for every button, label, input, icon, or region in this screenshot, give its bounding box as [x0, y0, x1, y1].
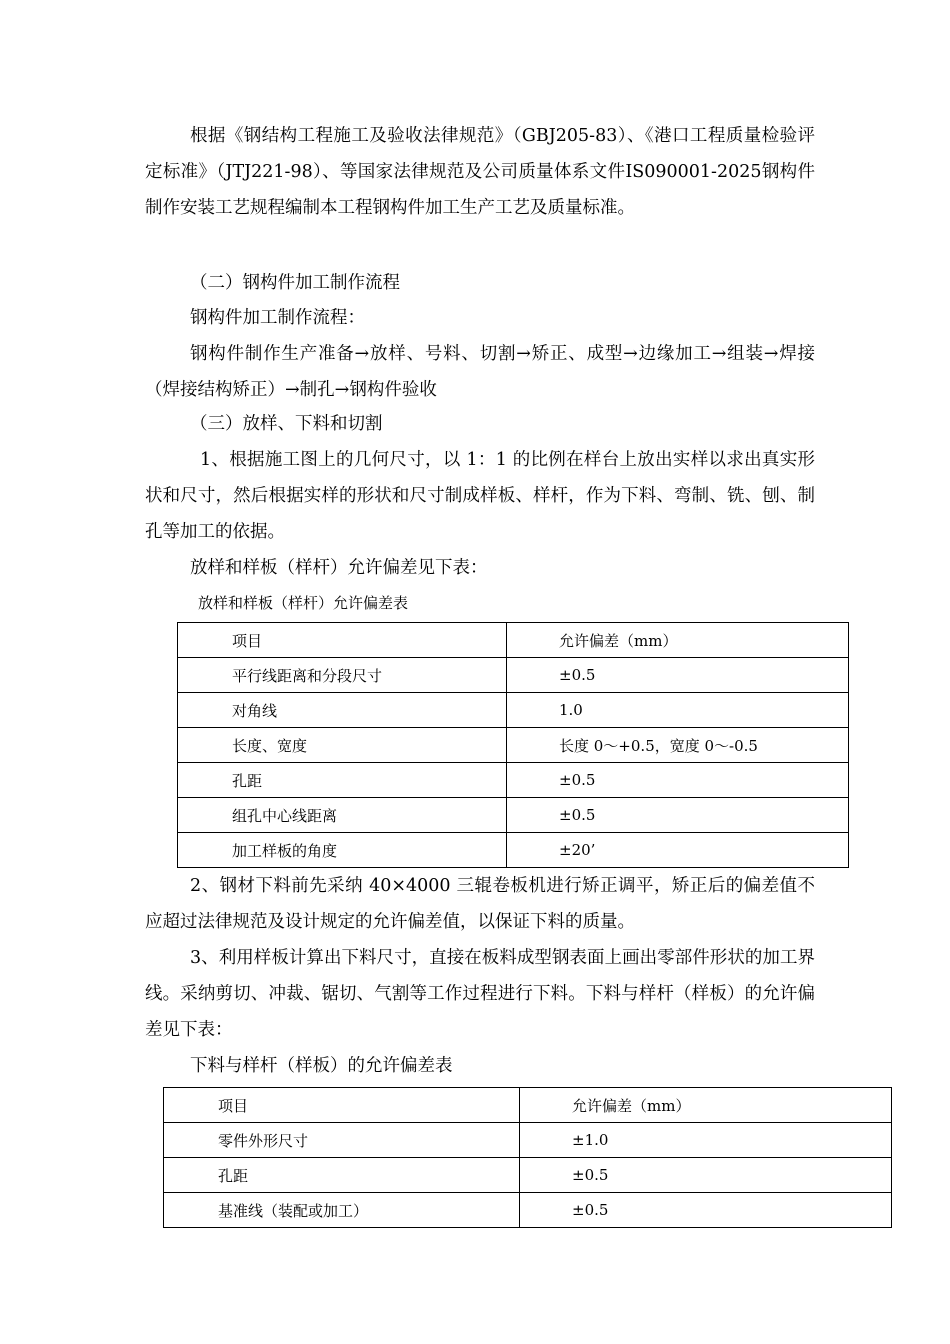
row-item: 平行线距离和分段尺寸	[178, 658, 507, 693]
table-row	[164, 1158, 892, 1193]
table-row	[178, 763, 849, 798]
row-item: 长度、宽度	[178, 728, 507, 763]
row-tolerance: ±20’	[507, 833, 849, 868]
tolerance-table-1	[177, 622, 849, 868]
row-tolerance: ±0.5	[507, 798, 849, 833]
table-row	[178, 728, 849, 763]
row-item: 零件外形尺寸	[164, 1123, 520, 1158]
row-item: 加工样板的角度	[178, 833, 507, 868]
row-item: 对角线	[178, 693, 507, 728]
row-tolerance: 长度 0～+0.5，宽度 0～-0.5	[507, 728, 849, 763]
flow-paragraph: 钢构件制作生产准备→放样、号料、切割→矫正、成型→边缘加工→组装→焊接（焊接结构矫正）→制孔→钢构件验收	[145, 344, 815, 400]
header-tolerance: 允许偏差（mm）	[507, 623, 849, 658]
item-3-paragraph: 3、利用样板计算出下料尺寸，直接在板料成型钢表面上画出零部件形状的加工界线。采纳剪切、冲裁、锯切、气割等工作过程进行下料。下料与样杆（样板）的允许偏差见下表：	[145, 948, 815, 1040]
section-3-title: （三）放样、下料和切割	[190, 414, 383, 434]
table-1-caption: 放样和样板（样杆）允许偏差表	[198, 594, 409, 612]
header-tolerance: 允许偏差（mm）	[520, 1088, 892, 1123]
row-item: 孔距	[164, 1158, 520, 1193]
item-1-paragraph: 1、根据施工图上的几何尺寸，以 1：1 的比例在样台上放出实样以求出真实形状和尺寸，然后根据实样的形状和尺寸制成样板、样杆，作为下料、弯制、铣、刨、制孔等加工的依据。	[145, 450, 815, 542]
intro-paragraph: 根据《钢结构工程施工及验收法律规范》（GBJ205-83）、《港口工程质量检验评定标准》（JTJ221-98）、等国家法律规范及公司质量体系文件IS090001-2025钢构件制作安装工艺规程编制本工程钢构件加工生产工艺及质量标准。	[145, 126, 815, 218]
table-row	[178, 693, 849, 728]
header-item: 项目	[178, 623, 507, 658]
row-item: 基准线（装配或加工）	[164, 1193, 520, 1228]
row-item: 组孔中心线距离	[178, 798, 507, 833]
row-tolerance: ±0.5	[520, 1193, 892, 1228]
table-header-row	[164, 1088, 892, 1123]
item-2-paragraph: 2、钢材下料前先采纳 40×4000 三辊卷板机进行矫正调平，矫正后的偏差值不应超过法律规范及设计规定的允许偏差值，以保证下料的质量。	[145, 876, 815, 932]
table-row	[164, 1193, 892, 1228]
row-tolerance: 1.0	[507, 693, 849, 728]
header-item: 项目	[164, 1088, 520, 1123]
section-2-title: （二）钢构件加工制作流程	[190, 273, 400, 293]
row-tolerance: ±0.5	[507, 658, 849, 693]
table-2-caption: 下料与样杆（样板）的允许偏差表	[190, 1056, 453, 1076]
tolerance-table-2	[163, 1087, 892, 1228]
table-row	[164, 1123, 892, 1158]
table-1-intro: 放样和样板（样杆）允许偏差见下表：	[190, 558, 488, 578]
row-tolerance: ±0.5	[507, 763, 849, 798]
row-item: 孔距	[178, 763, 507, 798]
table-row	[178, 798, 849, 833]
flow-label: 钢构件加工制作流程：	[190, 308, 365, 328]
row-tolerance: ±1.0	[520, 1123, 892, 1158]
table-row	[178, 658, 849, 693]
row-tolerance: ±0.5	[520, 1158, 892, 1193]
table-row	[178, 833, 849, 868]
table-header-row	[178, 623, 849, 658]
